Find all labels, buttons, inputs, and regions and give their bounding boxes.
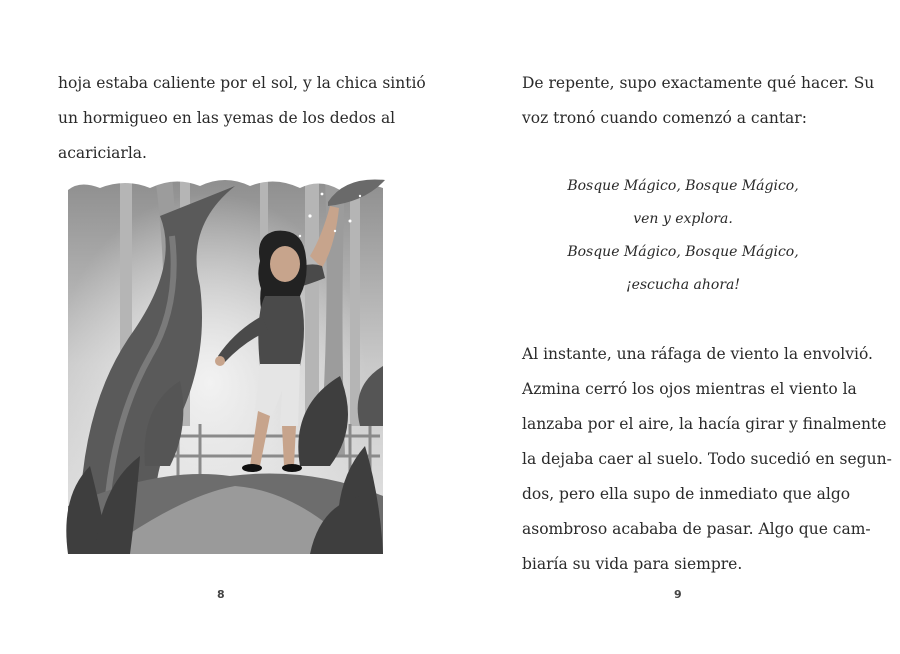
text-line: la dejaba caer al suelo. Todo sucedió en segun- (522, 450, 892, 468)
body-paragraph (522, 337, 892, 582)
text-line: voz tronó cuando comenzó a cantar: (522, 109, 807, 127)
page-number: 8 (217, 588, 225, 601)
verse-line: ¡escucha ahora! (625, 277, 741, 293)
text-line: Al instante, una ráfaga de viento la envolvió. (522, 345, 873, 363)
text-line: acariciarla. (58, 144, 147, 162)
text-line: asombroso acababa de pasar. Algo que cam- (522, 520, 871, 538)
verse-line: Bosque Mágico, Bosque Mágico, (567, 178, 799, 194)
verse-line: ven y explora. (633, 211, 733, 227)
page-number: 9 (674, 588, 682, 601)
verse-line: Bosque Mágico, Bosque Mágico, (567, 244, 799, 260)
song-verse (522, 170, 844, 302)
text-line: De repente, supo exactamente qué hacer. Su (522, 74, 875, 92)
forest-illustration (60, 166, 390, 566)
text-line: lanzaba por el aire, la hacía girar y finalmente (522, 415, 887, 433)
text-line: hoja estaba caliente por el sol, y la chica sintió (58, 74, 426, 92)
intro-paragraph (522, 66, 875, 136)
right-page (450, 0, 900, 654)
text-line: biaría su vida para siempre. (522, 555, 743, 573)
left-paragraph (58, 66, 426, 171)
text-line: un hormigueo en las yemas de los dedos al (58, 109, 396, 127)
text-line: dos, pero ella supo de inmediato que algo (522, 485, 851, 503)
text-line: Azmina cerró los ojos mientras el viento la (522, 380, 857, 398)
